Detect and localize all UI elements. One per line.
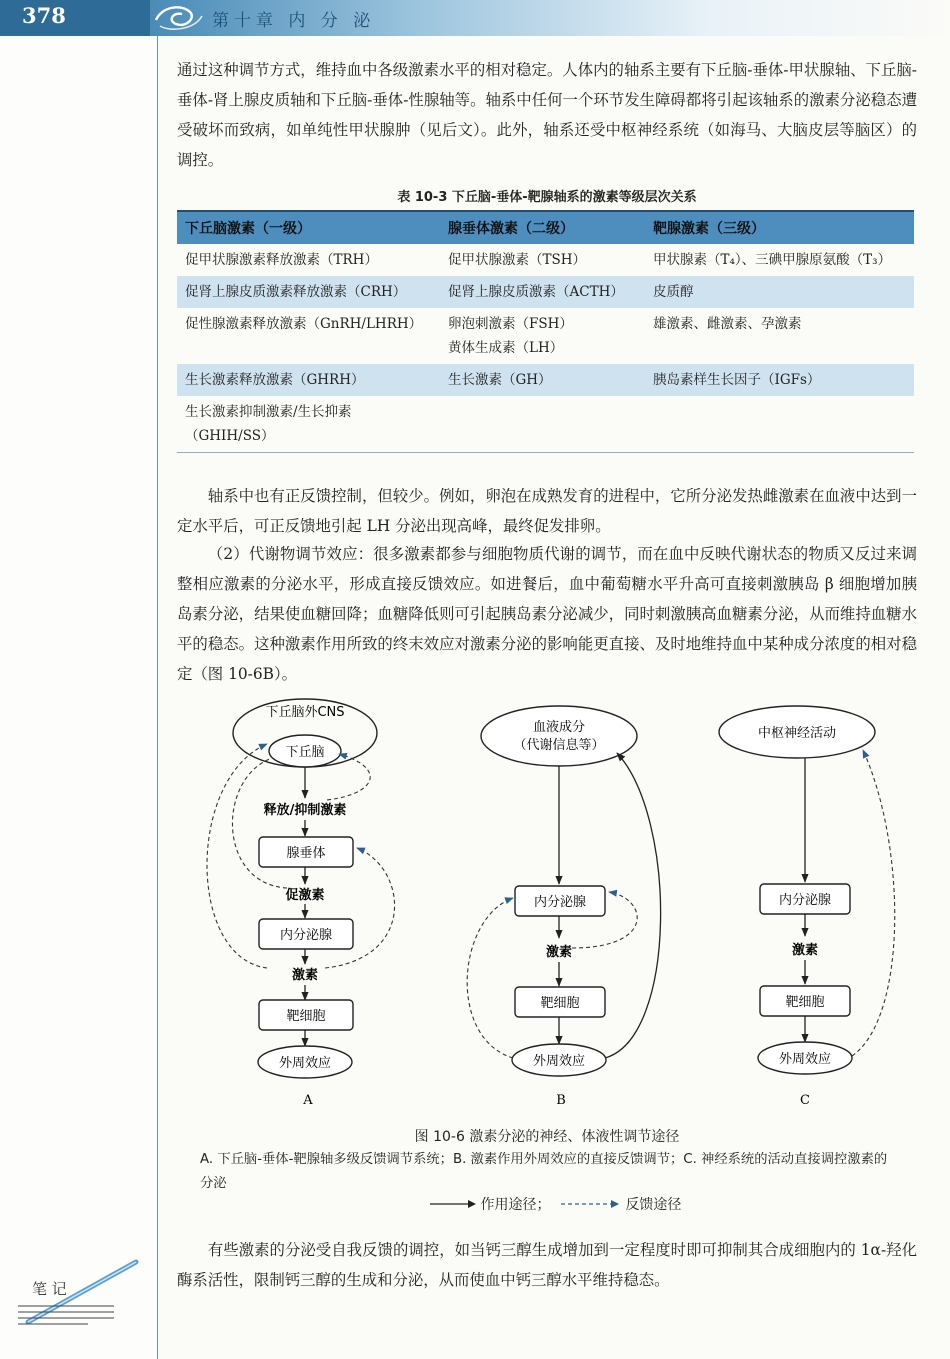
paragraph-4: 有些激素的分泌受自我反馈的调控，如当钙三醇生成增加到一定程度时即可抑制其合成细胞内的 1α-羟化酶系活性，限制钙三醇的生成和分泌，从而使血中钙三醇水平维持稳态。 — [177, 1241, 917, 1289]
swirl-logo-icon — [152, 2, 208, 34]
paragraph-3: （2）代谢物调节效应：很多激素都参与细胞物质代谢的调节，而在血中反映代谢状态的物质又反过来调整相应激素的分泌水平，形成直接反馈效应。如进餐后，血中葡萄糖水平升高可直接刺激胰岛 β 细胞增加胰岛素分泌，结果使血糖回降；血糖降低则可引起胰岛素分泌减少，同时刺激胰高血糖素分泌，从而维持血糖水平的稳态。这种激素作用所致的终末效应对激素分泌的影响能更直接、及时地维持血中某种成分浓度的相对稳定（图 10-6B）。 — [177, 545, 917, 683]
dashed-arrow-icon — [561, 1198, 621, 1210]
node-target-cell-b: 靶细胞 — [540, 996, 580, 1011]
table-header-cell: 靶腺激素（三级） — [645, 211, 914, 244]
table-cell: 卵泡刺激素（FSH） 黄体生成素（LH） — [448, 316, 573, 356]
legend-feedback-label: 反馈途径 — [625, 1197, 682, 1213]
node-peripheral-effect-a: 外周效应 — [278, 1056, 332, 1071]
table-caption: 表 10-3 下丘脑-垂体-靶腺轴系的激素等级层次关系 — [397, 190, 697, 205]
notes-area — [18, 1258, 148, 1332]
table-cell: 促性腺激素释放激素（GnRH/LHRH） — [185, 316, 423, 332]
table-cell: 皮质醇 — [645, 276, 914, 308]
table-row — [177, 364, 914, 396]
table-row — [177, 276, 914, 308]
table-header-row — [177, 211, 914, 244]
figure-description: A. 下丘脑-垂体-靶腺轴多级反馈调节系统；B. 激素作用外周效应的直接反馈调节；C. 神经系统的活动直接调控激素的分泌 — [200, 1152, 888, 1191]
node-blood-line1: 血液成分 — [532, 720, 586, 735]
solid-arrow-icon — [430, 1198, 476, 1210]
table-cell: 促肾上腺皮质激素（ACTH） — [440, 276, 645, 308]
notes-label: 笔 记 — [32, 1280, 67, 1298]
node-peripheral-effect-b: 外周效应 — [532, 1054, 586, 1069]
panel-c — [719, 706, 895, 1108]
table-cell: 甲状腺素（T₄）、三碘甲腺原氨酸（T₃） — [653, 252, 892, 268]
node-hormone-c: 激素 — [791, 943, 819, 958]
node-endocrine-gland-b: 内分泌腺 — [533, 895, 587, 910]
table-cell: 生长激素（GH） — [440, 364, 645, 396]
node-endocrine-gland-a: 内分泌腺 — [279, 928, 333, 943]
table-cell: 促甲状腺激素释放激素（TRH） — [185, 252, 378, 268]
panel-a-label: A — [303, 1093, 313, 1108]
chapter-title: 第十章 内 分 泌 — [212, 11, 376, 31]
table-cell: 雄激素、雌激素、孕激素 — [653, 316, 802, 332]
node-cns-activity: 中枢神经活动 — [757, 726, 837, 741]
panel-c-label: C — [800, 1093, 810, 1108]
blood-ellipse — [481, 706, 637, 766]
left-margin — [0, 0, 157, 1359]
node-hormone-a: 激素 — [291, 968, 319, 983]
table-cell — [440, 396, 645, 453]
node-tropic-hormone: 促激素 — [285, 888, 325, 903]
panel-a — [207, 699, 395, 1108]
node-outer-cns: 下丘脑外CNS — [265, 705, 345, 720]
regulation-pathway-diagram — [177, 698, 917, 1118]
paragraph-1: 通过这种调节方式，维持血中各级激素水平的相对稳定。人体内的轴系主要有下丘脑-垂体-甲状腺轴、下丘脑-垂体-肾上腺皮质轴和下丘脑-垂体-性腺轴等。轴系中任何一个环节发生障碍都将引起该轴系的激素分泌稳态遭受破坏而致病，如单纯性甲状腺肿（见后文）。此外，轴系还受中枢神经系统（如海马、大脑皮层等脑区）的调控。 — [177, 61, 917, 169]
node-release-hormone: 释放/抑制激素 — [263, 803, 347, 818]
page-number-tab — [0, 0, 150, 36]
node-target-cell-a: 靶细胞 — [286, 1009, 326, 1024]
table-cell: 促甲状腺激素（TSH） — [448, 252, 587, 268]
node-pituitary: 腺垂体 — [286, 846, 326, 861]
panel-b-label: B — [556, 1093, 566, 1108]
panel-b — [467, 706, 660, 1108]
page-number: 378 — [22, 3, 66, 28]
table-row — [177, 396, 914, 453]
node-target-cell-c: 靶细胞 — [785, 995, 825, 1010]
margin-rule — [157, 36, 158, 1359]
paragraph-2: 轴系中也有正反馈控制，但较少。例如，卵泡在成熟发育的进程中，它所分泌发热雌激素在血液中达到一定水平后，可正反馈地引起 LH 分泌出现高峰，最终促发排卵。 — [177, 487, 917, 535]
node-blood-line2: （代谢信息等） — [513, 738, 605, 753]
table-cell: 促肾上腺皮质激素释放激素（CRH） — [177, 276, 440, 308]
legend-action-label: 作用途径； — [480, 1197, 551, 1213]
table-cell: 胰岛素样生长因子（IGFs） — [645, 364, 914, 396]
table-cell: 生长激素抑制激素/生长抑素（GHIH/SS） — [177, 396, 440, 453]
figure-legend — [430, 1194, 681, 1214]
table-header-cell: 腺垂体激素（二级） — [440, 211, 645, 244]
table-cell — [645, 396, 914, 453]
node-peripheral-effect-c: 外周效应 — [778, 1052, 832, 1067]
table-row — [177, 244, 914, 276]
hormone-hierarchy-table — [177, 210, 914, 453]
table-row — [177, 308, 914, 364]
node-hypothalamus: 下丘脑 — [285, 745, 325, 760]
table-cell: 生长激素释放激素（GHRH） — [177, 364, 440, 396]
table-header-cell: 下丘脑激素（一级） — [177, 211, 440, 244]
node-hormone-b: 激素 — [545, 945, 573, 960]
figure-caption: 图 10-6 激素分泌的神经、体液性调节途径 — [414, 1129, 680, 1145]
node-endocrine-gland-c: 内分泌腺 — [778, 893, 832, 908]
